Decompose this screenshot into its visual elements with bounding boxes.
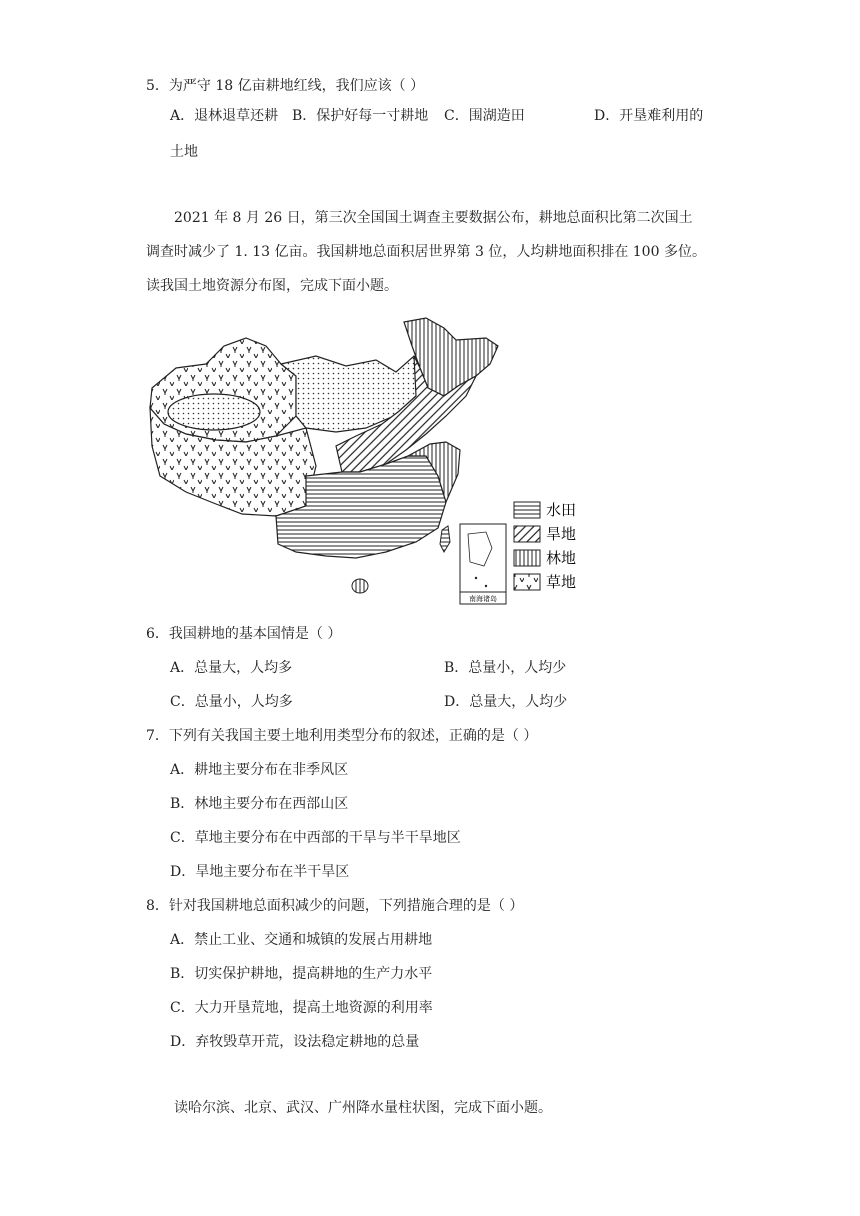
q8-option-d: D．弃牧毁草开荒，设法稳定耕地的总量: [170, 1034, 420, 1050]
q8-option-b: B．切实保护耕地，提高耕地的生产力水平: [170, 966, 433, 982]
map-legend: [514, 501, 576, 591]
q5-option-d: D．开垦难利用的: [594, 108, 704, 124]
q5-option-c: C．围湖造田: [444, 108, 525, 124]
q6-option-d: D．总量大，人均少: [444, 694, 568, 710]
legend-forest: 林地: [546, 549, 577, 567]
region-hainan: [352, 579, 368, 593]
region-taiwan: [440, 526, 450, 552]
passage1-line1: 2021 年 8 月 26 日，第三次全国国土调查主要数据公布，耕地总面积比第二次国土: [174, 210, 693, 226]
q8-stem: 8．针对我国耕地总面积减少的问题，下列措施合理的是（ ）: [146, 898, 524, 914]
q8-option-a: A．禁止工业、交通和城镇的发展占用耕地: [170, 932, 433, 948]
passage1-line3: 读我国土地资源分布图，完成下面小题。: [146, 278, 398, 294]
q7-option-a: A．耕地主要分布在非季风区: [170, 762, 349, 778]
q6-option-a: A．总量大，人均多: [170, 660, 293, 676]
q5-option-d-cont: 土地: [170, 144, 198, 160]
q6-option-b: B．总量小，人均少: [444, 660, 567, 676]
q6-stem: 6．我国耕地的基本国情是（ ）: [146, 626, 342, 642]
legend-dryland: 旱地: [546, 525, 577, 543]
inset-label: 南海诸岛: [469, 595, 497, 603]
legend-grassland: 草地: [546, 573, 577, 591]
q5-stem: 5．为严守 18 亿亩耕地红线，我们应该（ ）: [146, 78, 425, 94]
q5-option-b: B．保护好每一寸耕地: [292, 108, 429, 124]
q8-option-c: C．大力开垦荒地，提高土地资源的利用率: [170, 1000, 433, 1016]
q7-stem: 7．下列有关我国主要土地利用类型分布的叙述，正确的是（ ）: [146, 728, 538, 744]
legend-paddy: 水田: [546, 501, 577, 519]
passage2-line1: 读哈尔滨、北京、武汉、广州降水量柱状图，完成下面小题。: [174, 1100, 552, 1116]
q7-option-c: C．草地主要分布在中西部的干旱与半干旱地区: [170, 830, 461, 846]
q7-option-b: B．林地主要分布在西部山区: [170, 796, 349, 812]
q7-option-d: D．旱地主要分布在半干旱区: [170, 864, 350, 880]
q6-option-c: C．总量小，人均多: [170, 694, 293, 710]
region-tarim: [168, 394, 260, 430]
passage1-line2: 调查时减少了 1. 13 亿亩。我国耕地总面积居世界第 3 位，人均耕地面积排在 100 多位。: [146, 244, 706, 260]
q5-option-a: A．退林退草还耕: [170, 108, 279, 124]
china-land-resources-map: [146, 316, 598, 606]
